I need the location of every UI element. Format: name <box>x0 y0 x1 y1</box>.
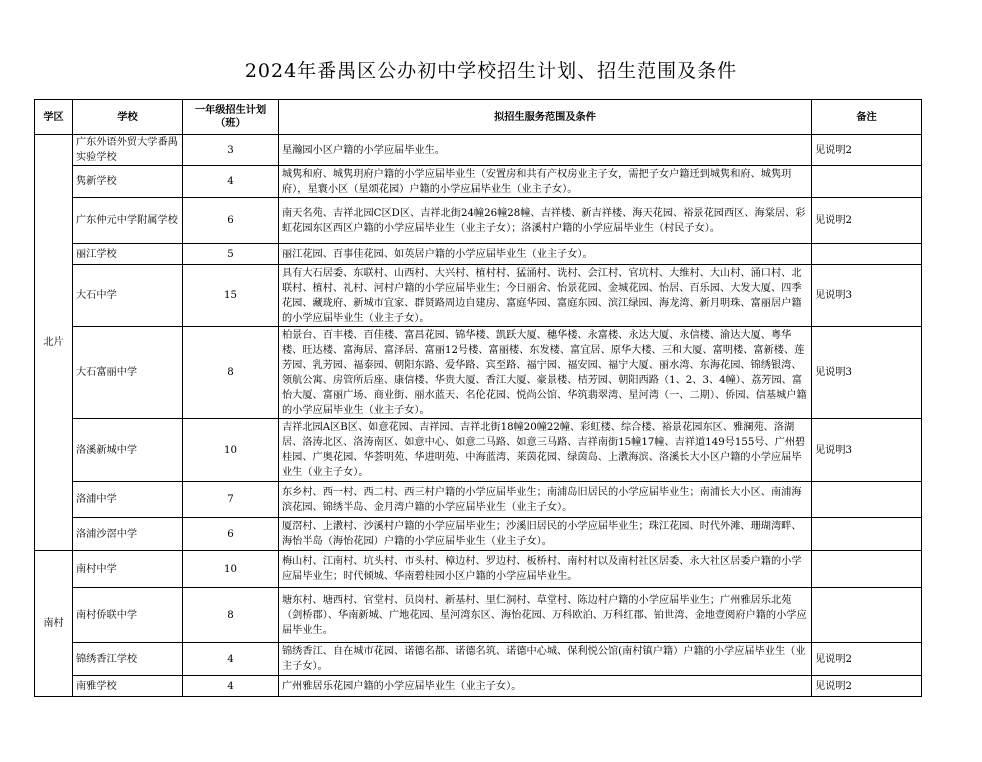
table-row <box>35 327 922 419</box>
table-row <box>35 551 922 588</box>
table-row <box>35 265 922 327</box>
scope-cell: 吉祥北园A区B区、如意花园、吉祥园、吉祥北街18幢20幢22幢、彩虹楼、综合楼、裕景花园东区、雅澜苑、洛湖居、洛涛北区、洛涛南区、如意中心、如意二马路、如意三马路、吉祥南街15幢17幢、吉祥道149号155号、广州碧桂园、广奥花园、华荟明苑、华进明苑、中海蓝湾、莱茵花园、绿茵岛、上漖海滨、洛溪长大小区户籍的小学应届毕业生（业主子女）。 <box>279 419 812 482</box>
table-row <box>35 135 922 166</box>
scope-cell: 塘东村、塘西村、官堂村、员岗村、新基村、里仁洞村、草堂村、陈边村户籍的小学应届毕业生；广州雅居乐北苑（剑桥郡）、华南新城、广地花园、星河湾东区、海怡花园、万科欧泊、万科红郡、铂世湾、金地壹阅府户籍的小学应届毕业生。 <box>279 588 812 643</box>
school-cell: 洛浦沙滘中学 <box>73 518 183 551</box>
school-cell: 南雅学校 <box>73 676 183 697</box>
classes-cell: 4 <box>183 166 279 198</box>
school-cell: 广东外语外贸大学番禺实验学校 <box>73 135 183 166</box>
school-cell: 隽新学校 <box>73 166 183 198</box>
classes-cell: 8 <box>183 327 279 419</box>
table-row <box>35 166 922 198</box>
scope-cell: 梅山村、江南村、坑头村、市头村、樟边村、罗边村、板桥村、南村村以及南村社区居委、永大社区居委户籍的小学应届毕业生；时代倾城、华南碧桂园小区户籍的小学应届毕业生。 <box>279 551 812 588</box>
school-cell: 大石中学 <box>73 265 183 327</box>
district-cell: 北片 <box>35 135 73 551</box>
note-cell: 见说明2 <box>812 135 922 166</box>
classes-cell: 10 <box>183 419 279 482</box>
note-cell: 见说明3 <box>812 327 922 419</box>
school-cell: 大石富丽中学 <box>73 327 183 419</box>
classes-cell: 15 <box>183 265 279 327</box>
scope-cell: 星瀚园小区户籍的小学应届毕业生。 <box>279 135 812 166</box>
school-cell: 洛浦中学 <box>73 482 183 518</box>
note-cell: 见说明3 <box>812 265 922 327</box>
school-cell: 丽江学校 <box>73 244 183 265</box>
school-cell: 洛溪新城中学 <box>73 419 183 482</box>
table-row <box>35 518 922 551</box>
school-cell: 广东仲元中学附属学校 <box>73 198 183 244</box>
table-row <box>35 643 922 676</box>
note-cell <box>812 588 922 643</box>
scope-cell: 东乡村、西一村、西二村、西三村户籍的小学应届毕业生；南浦岛旧居民的小学应届毕业生；南浦长大小区、南浦海滨花园、锦绣半岛、金月湾户籍的小学应届毕业生（业主子女）。 <box>279 482 812 518</box>
district-cell: 南村 <box>35 551 73 697</box>
scope-cell: 柏景台、百丰楼、百佳楼、富昌花园、锦华楼、凯跃大厦、穗华楼、永富楼、永达大厦、永信楼、渝达大厦、粤华楼、旺达楼、富海居、富泽居、富丽12号楼、富丽楼、东发楼、富宜居、原华大楼、三和大厦、富明楼、富新楼、莲芳园、乳芳园、福泰园、朝阳东路、爱华路、宾至路、福宁园、福安园、福宁大厦、丽水湾、东海花园、锦绣银湾、领航公寓、房管所后座、康信楼、华贵大厦、香江大厦、豪景楼、桔芳园、朝阳西路（1、2、3、4幢）、荔芳园、富怡大厦、富丽广场、商业街、丽水蓝天、名伦花园、悦尚公馆、华筑翡翠湾、星河湾（一、二期）、侨园、信基城户籍的小学应届毕业生（业主子女）。 <box>279 327 812 419</box>
scope-cell: 广州雅居乐花园户籍的小学应届毕业生（业主子女）。 <box>279 676 812 697</box>
table-row <box>35 419 922 482</box>
scope-cell: 丽江花园、百事佳花园、如英居户籍的小学应届毕业生（业主子女）。 <box>279 244 812 265</box>
scope-cell: 厦滘村、上漖村、沙溪村户籍的小学应届毕业生；沙溪旧居民的小学应届毕业生；珠江花园、时代外滩、珊瑚湾畔、海怡半岛（海怡花园）户籍的小学应届毕业生（业主子女）。 <box>279 518 812 551</box>
note-cell: 见说明2 <box>812 643 922 676</box>
classes-cell: 6 <box>183 198 279 244</box>
enrollment-table <box>34 99 922 697</box>
note-cell <box>812 244 922 265</box>
header-note: 备注 <box>812 100 922 135</box>
school-cell: 南村中学 <box>73 551 183 588</box>
page-title: 2024年番禺区公办初中学校招生计划、招生范围及条件 <box>244 60 738 82</box>
classes-cell: 8 <box>183 588 279 643</box>
scope-cell: 城隽和府、城隽玥府户籍的小学应届毕业生（安置房和共有产权房业主子女，需把子女户籍迁到城隽和府、城隽玥府），星寰小区（星颂花园）户籍的小学应届毕业生（业主子女）。 <box>279 166 812 198</box>
note-cell: 见说明3 <box>812 419 922 482</box>
classes-cell: 7 <box>183 482 279 518</box>
school-cell: 锦绣香江学校 <box>73 643 183 676</box>
table-row <box>35 482 922 518</box>
scope-cell: 具有大石居委、东联村、山西村、大兴村、植村村、猛涌村、诜村、会江村、官坑村、大维村、大山村、涌口村、北联村、植村、礼村、河村户籍的小学应届毕业生；今日丽舍、怡景花园、金城花园、怡居、百乐园、大发大厦、四季花园、藏珑府、新城市宜家、群贤路周边自建房、富庭华园、富庭东园、滨江绿园、海龙湾、新月明珠、富丽居户籍的小学应届毕业生（业主子女）。 <box>279 265 812 327</box>
note-cell <box>812 166 922 198</box>
classes-cell: 6 <box>183 518 279 551</box>
classes-cell: 4 <box>183 676 279 697</box>
scope-cell: 锦绣香江、自在城市花园、诺德名都、诺德名筑、诺德中心城、保利悦公馆(南村镇户籍）户籍的小学应届毕业生（业主子女）。 <box>279 643 812 676</box>
table-row <box>35 198 922 244</box>
header-scope: 拟招生服务范围及条件 <box>279 100 812 135</box>
classes-cell: 4 <box>183 643 279 676</box>
classes-cell: 5 <box>183 244 279 265</box>
table-row <box>35 588 922 643</box>
note-cell <box>812 551 922 588</box>
table-row <box>35 244 922 265</box>
school-cell: 南村侨联中学 <box>73 588 183 643</box>
note-cell: 见说明2 <box>812 198 922 244</box>
header-school: 学校 <box>73 100 183 135</box>
table-row <box>35 676 922 697</box>
header-district: 学区 <box>35 100 73 135</box>
classes-cell: 10 <box>183 551 279 588</box>
table-header-row <box>35 100 922 135</box>
header-classes: 一年级招生计划（班） <box>183 100 279 135</box>
note-cell <box>812 518 922 551</box>
scope-cell: 南天名苑、吉祥北园C区D区、吉祥北街24幢26幢28幢、吉祥楼、新吉祥楼、海天花园、裕景花园西区、海棠居、彩虹花园东区西区户籍的小学应届毕业生（业主子女）；洛溪村户籍的小学应届毕业生（村民子女）。 <box>279 198 812 244</box>
note-cell <box>812 482 922 518</box>
classes-cell: 3 <box>183 135 279 166</box>
note-cell: 见说明2 <box>812 676 922 697</box>
